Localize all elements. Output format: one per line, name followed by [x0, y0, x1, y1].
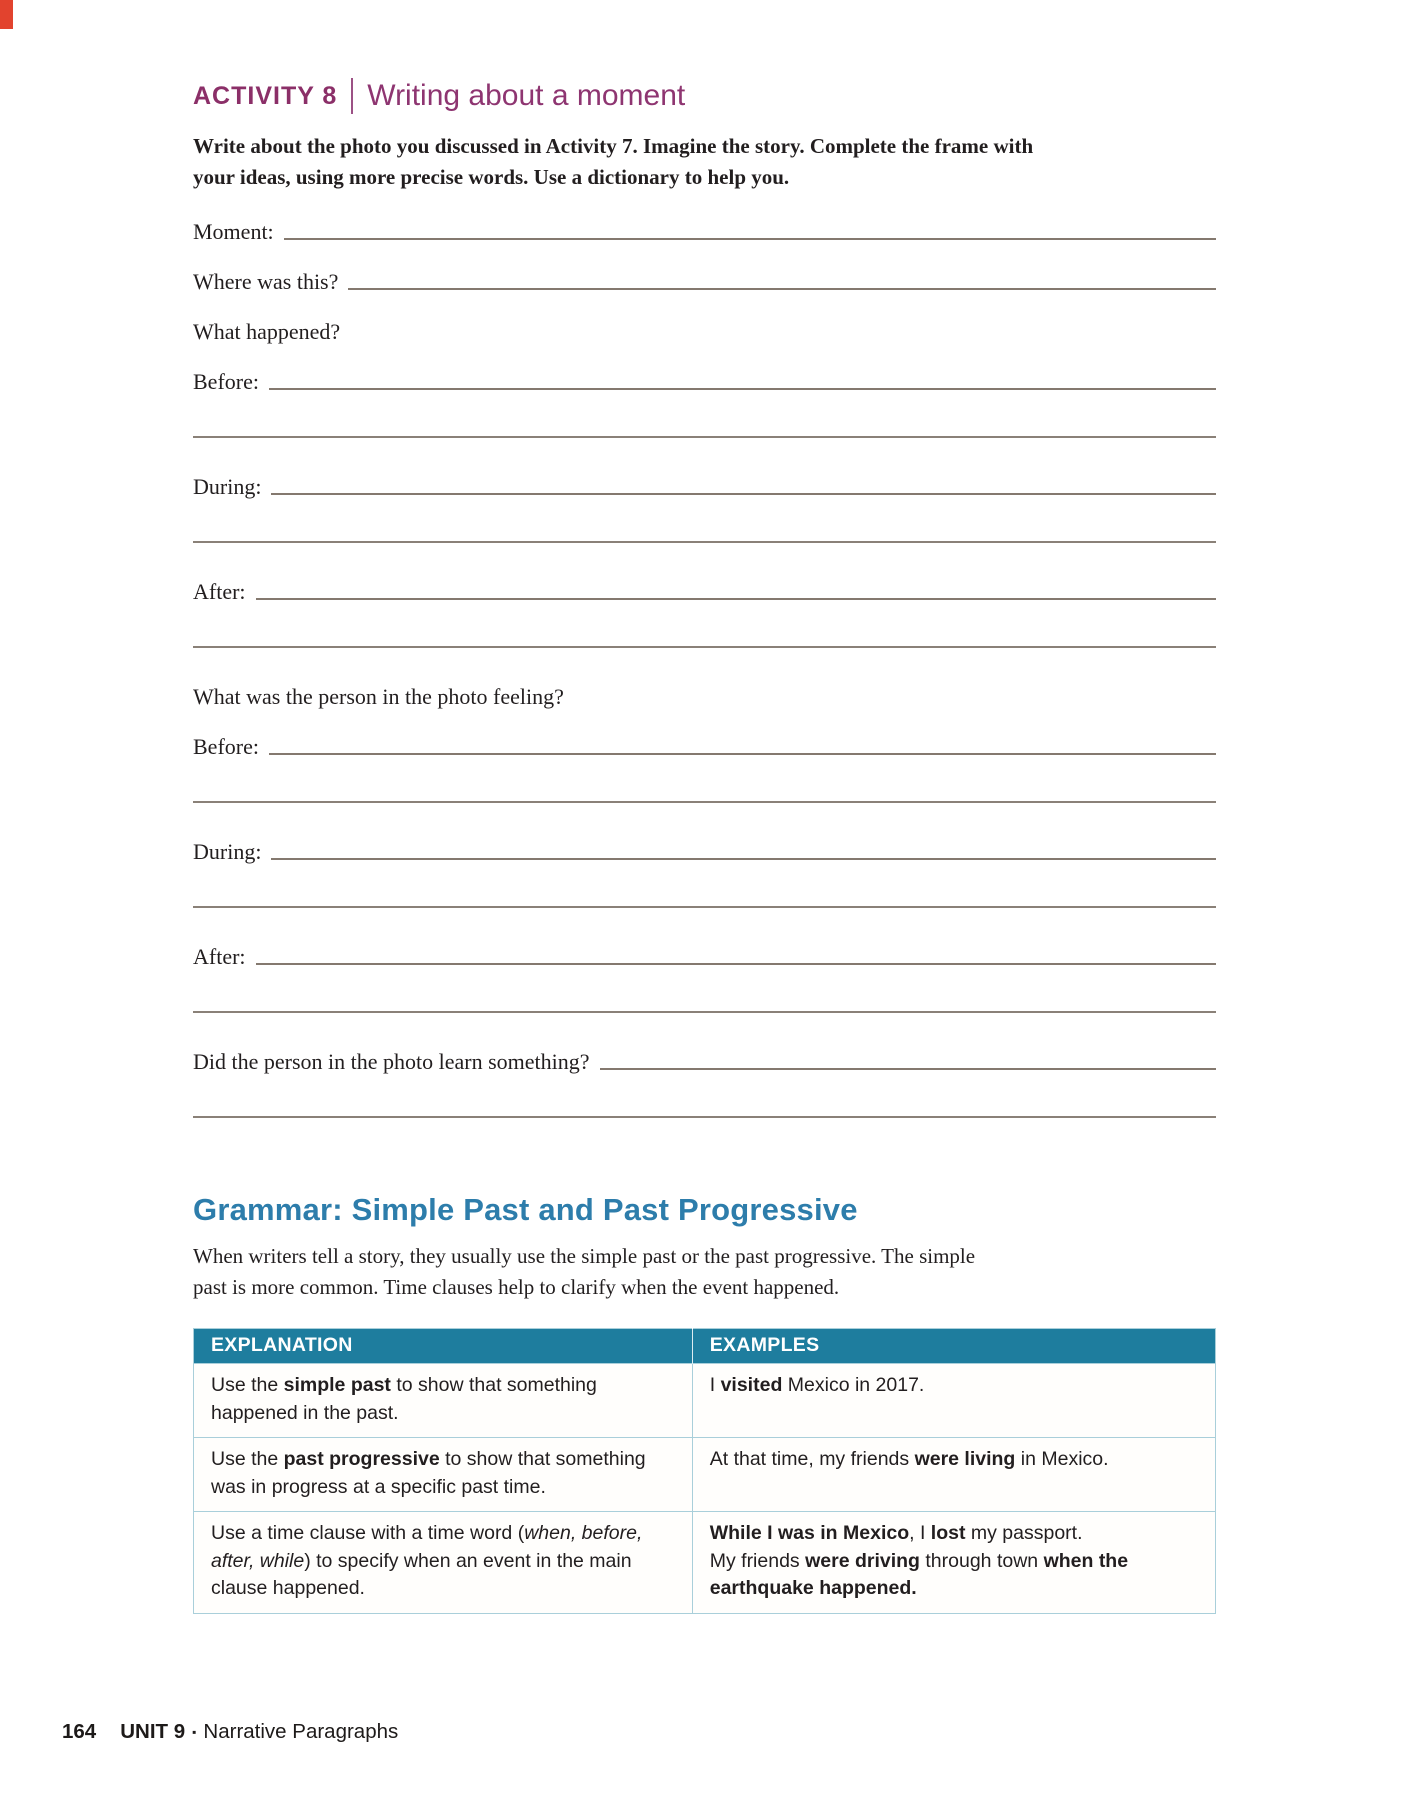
field-label: Did the person in the photo learn something?	[193, 1049, 590, 1074]
activity-title: Writing about a moment	[367, 79, 686, 112]
answer-line-continuation[interactable]	[193, 646, 1216, 648]
grammar-table-header-row	[194, 1329, 1216, 1364]
field-row-8	[193, 839, 1216, 862]
unit-label: UNIT 9	[120, 1720, 186, 1743]
grammar-heading: Grammar: Simple Past and Past Progressive	[193, 1192, 858, 1227]
explanation-column-header: EXPLANATION	[194, 1329, 693, 1364]
page-content	[193, 76, 1216, 1614]
field-label: After:	[193, 944, 246, 969]
explanation-cell: Use a time clause with a time word (when, before, after, while) to specify when an event in the main clause happened.	[194, 1512, 693, 1614]
field-row-0	[193, 219, 1216, 242]
answer-line[interactable]	[256, 963, 1216, 965]
grammar-table-row-1	[194, 1438, 1216, 1512]
footer-separator-icon: ▪	[192, 1725, 197, 1739]
grammar-table-row-2	[194, 1512, 1216, 1614]
answer-line[interactable]	[600, 1068, 1216, 1070]
grammar-table	[193, 1328, 1216, 1614]
answer-line[interactable]	[256, 598, 1216, 600]
corner-tab	[0, 0, 13, 29]
grammar-table-body	[194, 1364, 1216, 1614]
activity-instructions: Write about the photo you discussed in Activity 7. Imagine the story. Complete the frame with your ideas, using more precise words. Use a dictionary to help you.	[193, 134, 1034, 189]
answer-line-continuation[interactable]	[193, 1116, 1216, 1118]
answer-line[interactable]	[284, 238, 1216, 240]
field-row-7	[193, 734, 1216, 757]
field-row-10	[193, 1049, 1216, 1072]
answer-line-continuation[interactable]	[193, 906, 1216, 908]
field-label: Before:	[193, 369, 259, 394]
field-label: After:	[193, 579, 246, 604]
field-row-1	[193, 269, 1216, 292]
field-label: Moment:	[193, 219, 274, 244]
field-label: Where was this?	[193, 269, 339, 294]
answer-line[interactable]	[271, 493, 1216, 495]
field-row-3	[193, 369, 1216, 392]
field-row-9	[193, 944, 1216, 967]
examples-column-header: EXAMPLES	[692, 1329, 1215, 1364]
answer-line-continuation[interactable]	[193, 541, 1216, 543]
answer-line[interactable]	[271, 858, 1216, 860]
example-cell: I visited Mexico in 2017.	[692, 1364, 1215, 1438]
field-label: During:	[193, 839, 262, 864]
field-row-4	[193, 474, 1216, 497]
answer-line-continuation[interactable]	[193, 1011, 1216, 1013]
example-cell: While I was in Mexico, I lost my passport. My friends were driving through town when the earthquake happened.	[692, 1512, 1215, 1614]
writing-frame	[193, 219, 1216, 1118]
answer-line[interactable]	[269, 753, 1216, 755]
section-title: Narrative Paragraphs	[203, 1720, 399, 1743]
field-label: What was the person in the photo feeling?	[193, 684, 564, 709]
field-row-6	[193, 684, 1216, 707]
answer-line-continuation[interactable]	[193, 436, 1216, 438]
answer-line[interactable]	[348, 288, 1216, 290]
explanation-cell: Use the past progressive to show that something was in progress at a specific past time.	[194, 1438, 693, 1512]
field-label: Before:	[193, 734, 259, 759]
page-number: 164	[62, 1720, 97, 1743]
field-row-5	[193, 579, 1216, 602]
activity-divider	[351, 78, 353, 114]
field-label: During:	[193, 474, 262, 499]
activity-header	[193, 76, 1216, 116]
grammar-intro: When writers tell a story, they usually use the simple past or the past progressive. The simple past is more common. Time clauses help to clarify when the event happened.	[193, 1244, 976, 1299]
grammar-table-row-0	[194, 1364, 1216, 1438]
answer-line-continuation[interactable]	[193, 801, 1216, 803]
field-label: What happened?	[193, 319, 341, 344]
explanation-cell: Use the simple past to show that something happened in the past.	[194, 1364, 693, 1438]
grammar-table-head	[194, 1329, 1216, 1364]
field-row-2	[193, 319, 1216, 342]
page-footer	[62, 1720, 398, 1744]
example-cell: At that time, my friends were living in Mexico.	[692, 1438, 1215, 1512]
answer-line[interactable]	[269, 388, 1216, 390]
activity-label: ACTIVITY 8	[193, 81, 338, 110]
